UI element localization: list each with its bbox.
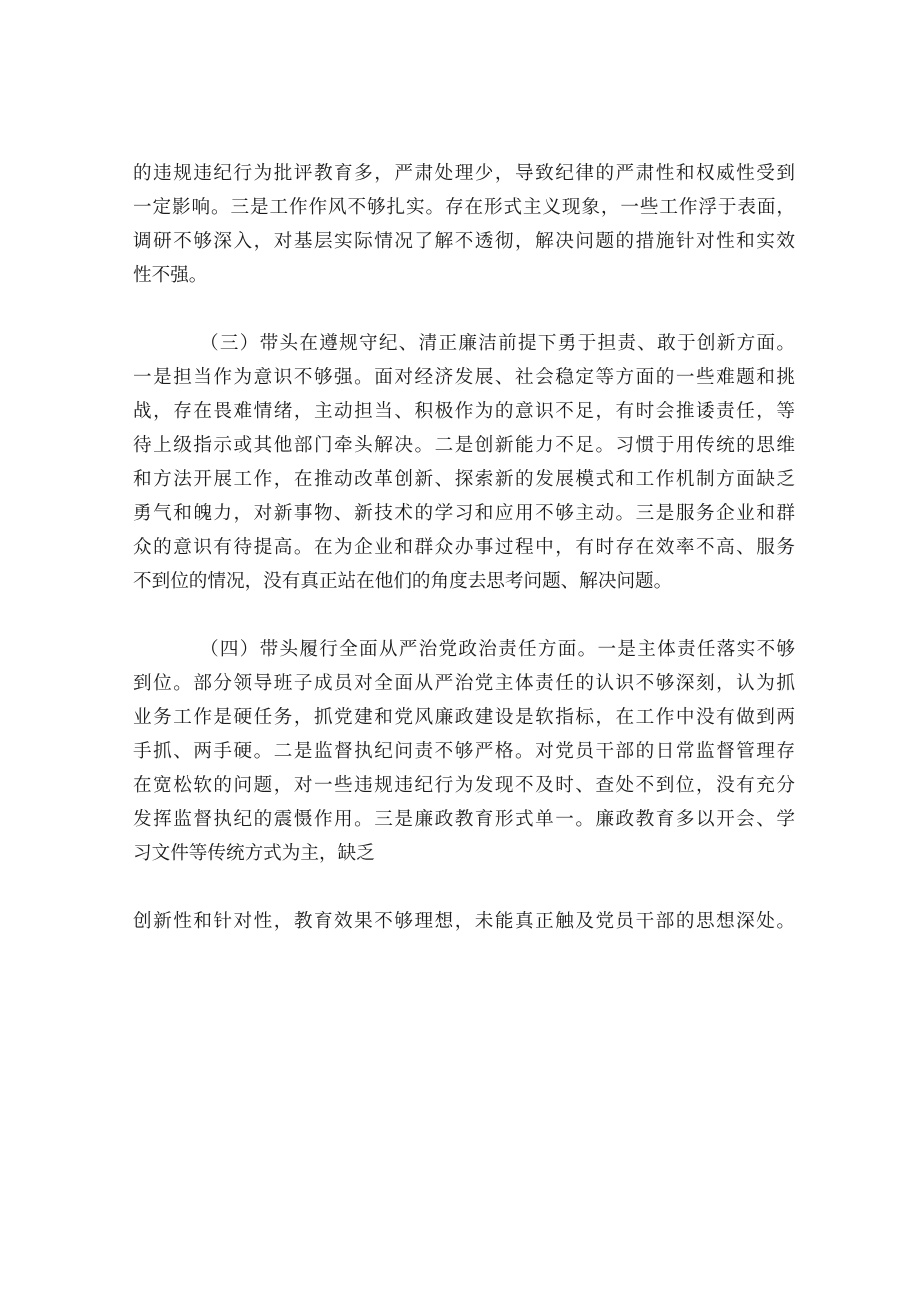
text-line: 不到位的情况，没有真正站在他们的角度去思考问题、解决问题。 (133, 571, 673, 592)
text-line: 手抓、两手硬。二是监督执纪问责不够严格。对党员干部的日常监督管理存 (133, 741, 795, 762)
text-line: 创新性和针对性，教育效果不够理想，未能真正触及党员干部的思想深处。 (133, 911, 795, 932)
text-line: 一定影响。三是工作作风不够扎实。存在形式主义现象，一些工作浮于表面， (133, 197, 795, 218)
text-line: 业务工作是硬任务，抓党建和党风廉政建设是软指标，在工作中没有做到两 (133, 707, 795, 728)
text-line: 调研不够深入，对基层实际情况了解不透彻，解决问题的措施针对性和实效 (133, 231, 795, 252)
text-line: 到位。部分领导班子成员对全面从严治党主体责任的认识不够深刻，认为抓 (133, 673, 795, 694)
text-line: 待上级指示或其他部门牵头解决。二是创新能力不足。习惯于用传统的思维 (133, 435, 795, 456)
section-heading-3: （三）带头在遵规守纪、清正廉洁前提下勇于担责、敢于创新方面。 (200, 333, 795, 354)
text-line: 的违规违纪行为批评教育多，严肃处理少，导致纪律的严肃性和权威性受到 (133, 163, 795, 184)
text-line: 战，存在畏难情绪，主动担当、积极作为的意识不足，有时会推诿责任，等 (133, 401, 795, 422)
text-line: 习文件等传统方式为主，缺乏 (133, 843, 375, 864)
section-heading-4: （四）带头履行全面从严治党政治责任方面。一是主体责任落实不够 (200, 639, 795, 660)
text-line: 性不强。 (133, 265, 208, 286)
text-line: 众的意识有待提高。在为企业和群众办事过程中，有时存在效率不高、服务 (133, 537, 795, 558)
text-line: 一是担当作为意识不够强。面对经济发展、社会稳定等方面的一些难题和挑 (133, 367, 795, 388)
text-line: 在宽松软的问题，对一些违规违纪行为发现不及时、查处不到位，没有充分 (133, 775, 795, 796)
text-line: 勇气和魄力，对新事物、新技术的学习和应用不够主动。三是服务企业和群 (133, 503, 795, 524)
text-line: 发挥监督执纪的震慑作用。三是廉政教育形式单一。廉政教育多以开会、学 (133, 809, 795, 830)
text-line: 和方法开展工作，在推动改革创新、探索新的发展模式和工作机制方面缺乏 (133, 469, 795, 490)
